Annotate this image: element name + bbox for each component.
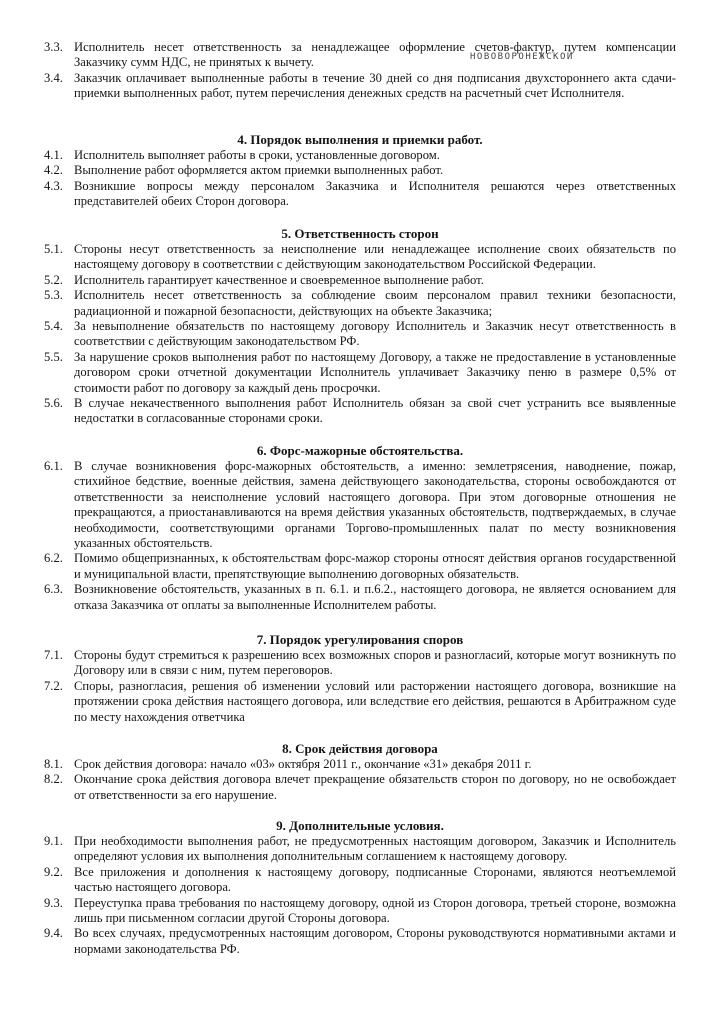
clause-5-3	[44, 288, 676, 319]
clause-text: За нарушение сроков выполнения работ по настоящему Договору, а также не предоставление в установленные договором сроки отчетной документации Исполнитель уплачивает Заказчику пеню в размере 0,5% от стоимости работ по договору за каждый день просрочки.	[74, 349, 676, 395]
section-7	[44, 632, 676, 725]
clause-number: 4.3.	[44, 178, 63, 193]
stamp-mark: НОВОВОРОНЕЖСКОЙ	[470, 52, 574, 62]
section-heading: 7. Порядок урегулирования споров	[256, 632, 464, 647]
section-8	[44, 741, 676, 803]
clause-6-2	[44, 551, 676, 582]
section-heading: 8. Срок действия договора	[282, 741, 438, 756]
clause-number: 8.2.	[44, 772, 63, 787]
clause-4-3	[44, 179, 676, 210]
clause-text: Окончание срока действия договора влечет прекращение обязательств сторон по договору, но не освобождает от ответственности за его нарушение.	[74, 772, 676, 802]
clause-number: 5.6.	[44, 396, 63, 411]
clause-text: Заказчик оплачивает выполненные работы в течение 30 дней со дня подписания двухстороннего акта сдачи-приемки выполненных работ, путем перечисления денежных средств на расчетный счет Исполнителя.	[74, 70, 676, 101]
clause-text: При необходимости выполнения работ, не предусмотренных настоящим договором, Заказчик и Исполнитель определяют условия их выполнения дополнительным соглашением к настоящему договору.	[74, 834, 676, 864]
section-heading: 4. Порядок выполнения и приемки работ.	[237, 132, 483, 147]
clause-number: 7.1.	[44, 648, 63, 662]
clause-8-1	[44, 757, 676, 772]
clause-text: Споры, разногласия, решения об изменении условий или расторжении настоящего договора, возникшие на протяжении срока действия настоящего договора, или вследствие его действия, решаются в Арбитражном суде по месту нахождения ответчика	[74, 678, 676, 724]
clause-number: 9.2.	[44, 864, 63, 879]
clause-number: 5.3.	[44, 288, 63, 303]
clause-9-2	[44, 865, 676, 896]
clause-text: Стороны будут стремиться к разрешению всех возможных споров и разногласий, которые могут возникнуть по Договору или в связи с ним, путем переговоров.	[74, 648, 676, 678]
clause-number: 5.5.	[44, 349, 63, 364]
clause-number: 9.4.	[44, 926, 63, 941]
clause-4-1	[44, 148, 676, 163]
clause-text: Стороны несут ответственность за неисполнение или ненадлежащее исполнение своих обязательств по настоящему договору в соответствии с действующим законодательством Российской Федерации.	[74, 242, 676, 272]
clause-text: Помимо общепризнанных, к обстоятельствам форс-мажор стороны относят действия органов государственной и муниципальной власти, препятствующие выполнению договорных обязательств.	[74, 551, 676, 581]
section-4	[44, 132, 676, 210]
clause-text: Исполнитель гарантирует качественное и своевременное выполнение работ.	[74, 272, 484, 287]
section-3	[44, 40, 676, 102]
clause-number: 4.1.	[44, 148, 63, 162]
clause-5-1	[44, 242, 676, 273]
clause-text: Выполнение работ оформляется актом приемки выполненных работ.	[74, 163, 444, 178]
clause-text: Возникшие вопросы между персоналом Заказчика и Исполнителя решаются через ответственных представителей обеих Сторон договора.	[74, 178, 676, 209]
clause-number: 5.2.	[44, 272, 63, 287]
clause-text: В случае возникновения форс-мажорных обстоятельств, а именно: землетрясения, наводнение, пожар, стихийное бедствие, военные действия, замена действующего законодательства, стороны освобождаются от ответственности за неисполнение условий настоящего договора. При этом договорные отношения не прекращаются, а приостанавливаются на время действия указанных обстоятельств, подтверждаемых, в случае необходимости, соответствующими органами Торгово-промышленных палат по месту возникновения указанных обстоятельств.	[74, 459, 676, 551]
clause-number: 6.1.	[44, 459, 63, 473]
section-6	[44, 443, 676, 613]
clause-text: Возникновение обстоятельств, указанных в п. 6.1. и п.6.2., настоящего договора, не является основанием для отказа Заказчика от оплаты за выполненные Исполнителем работы.	[74, 582, 676, 612]
clause-5-6	[44, 396, 676, 427]
clause-number: 6.2.	[44, 551, 63, 566]
clause-5-2	[44, 273, 676, 288]
clause-text: Все приложения и дополнения к настоящему договору, подписанные Сторонами, являются неотъемлемой частью настоящего договора.	[74, 864, 676, 895]
clause-number: 7.2.	[44, 678, 63, 693]
clause-number: 5.1.	[44, 242, 63, 256]
clause-text: Исполнитель несет ответственность за ненадлежащее оформление счетов-фактур, путем компенсации Заказчику сумм НДС, не принятых к вычету.	[74, 40, 676, 70]
clause-number: 6.3.	[44, 582, 63, 597]
section-heading: 9. Дополнительные условия.	[276, 818, 444, 833]
clause-text: Исполнитель несет ответственность за соблюдение своим персоналом правил техники безопасности, радиационной и пожарной безопасности, действующих на объекте Заказчика;	[74, 288, 676, 318]
clause-6-1	[44, 459, 676, 551]
section-heading: 6. Форс-мажорные обстоятельства.	[256, 443, 464, 458]
clause-text: В случае некачественного выполнения работ Исполнитель обязан за свой счет устранить все выявленные недостатки в согласованные сторонами сроки.	[74, 396, 676, 426]
clause-number: 9.3.	[44, 895, 63, 910]
clause-9-1	[44, 834, 676, 865]
clause-number: 3.3.	[44, 40, 63, 54]
clause-6-3	[44, 582, 676, 613]
clause-9-3	[44, 896, 676, 927]
clause-5-4	[44, 319, 676, 350]
clause-number: 5.4.	[44, 319, 63, 334]
clause-9-4	[44, 926, 676, 957]
section-9	[44, 818, 676, 957]
section-heading: 5. Ответственность сторон	[281, 226, 439, 241]
clause-number: 3.4.	[44, 70, 63, 85]
clause-7-1	[44, 648, 676, 679]
clause-4-2	[44, 163, 676, 178]
clause-8-2	[44, 772, 676, 803]
clause-7-2	[44, 679, 676, 725]
clause-text: Переуступка права требования по настоящему договору, одной из Сторон договора, третьей стороне, возможна лишь при письменном согласии другой Стороны договора.	[74, 895, 676, 926]
clause-number: 9.1.	[44, 834, 63, 848]
clause-text: Срок действия договора: начало «03» октября 2011 г., окончание «31» декабря 2011 г.	[74, 757, 532, 771]
section-5	[44, 226, 676, 427]
clause-number: 8.1.	[44, 757, 63, 771]
clause-text: Во всех случаях, предусмотренных настоящим договором, Стороны руководствуются нормативными актами и нормами законодательства РФ.	[74, 926, 676, 956]
clause-text: Исполнитель выполняет работы в сроки, установленные договором.	[74, 148, 440, 162]
clause-3-3	[44, 40, 676, 71]
clause-number: 4.2.	[44, 163, 63, 178]
clause-3-4	[44, 71, 676, 102]
clause-text: За невыполнение обязательств по настоящему договору Исполнитель и Заказчик несут ответственность в соответствии с действующим законодательством РФ.	[74, 319, 676, 349]
clause-5-5	[44, 350, 676, 396]
